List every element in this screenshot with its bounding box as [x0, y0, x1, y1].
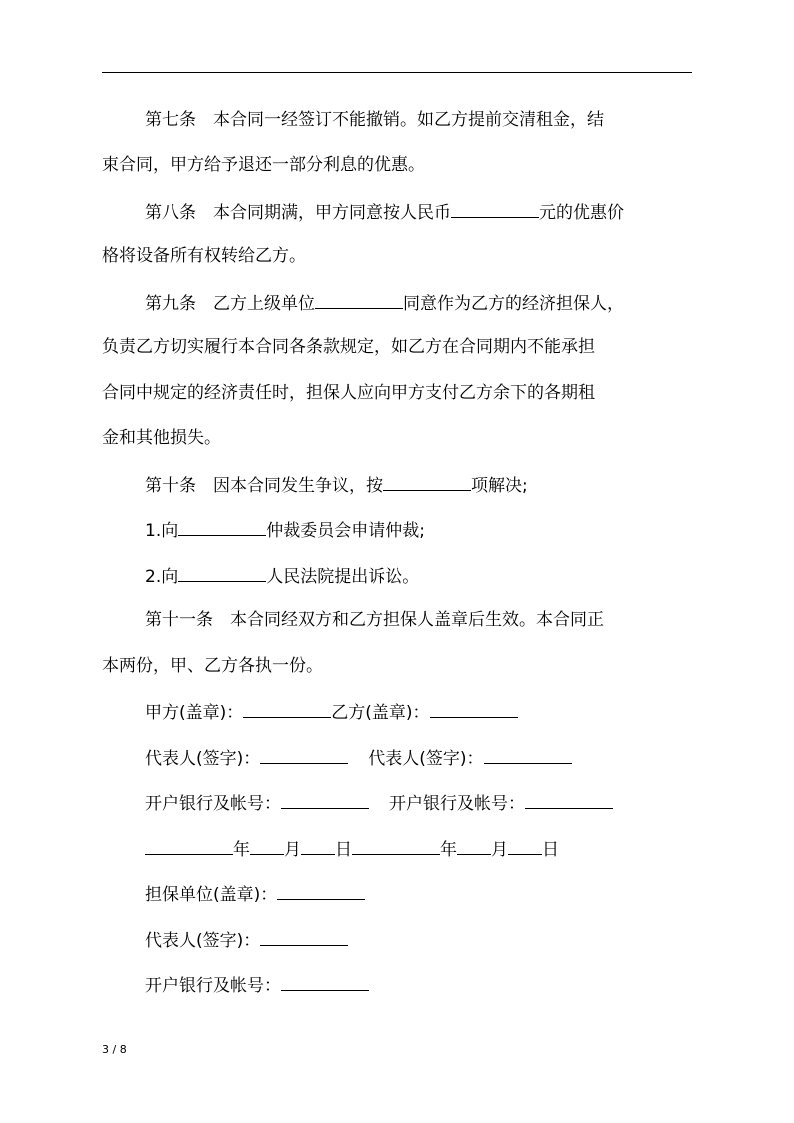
- clause-9-line-1: [145, 291, 745, 313]
- guarantor-seal-row: [145, 882, 745, 904]
- item-2-text-a: 2.向: [145, 567, 179, 587]
- page-number: 3 / 8: [102, 1043, 127, 1056]
- bank-a-label: 开户银行及帐号：: [145, 794, 281, 814]
- clause-9-text-b: 同意作为乙方的经济担保人，: [403, 294, 624, 314]
- rep-a-blank[interactable]: [260, 746, 348, 764]
- clause-10-item-2: [145, 564, 745, 586]
- bank-b-blank[interactable]: [525, 791, 613, 809]
- year-b-blank[interactable]: [352, 837, 440, 855]
- bank-row: [145, 791, 745, 813]
- day-b-label: 日: [542, 840, 559, 860]
- date-row: [145, 837, 745, 859]
- bank-b-label: 开户银行及帐号：: [389, 794, 525, 814]
- clause-11-line-1: 第十一条 本合同经双方和乙方担保人盖章后生效。本合同正: [145, 610, 604, 630]
- party-a-seal-label: 甲方(盖章)：: [145, 703, 244, 723]
- dispute-method-blank[interactable]: [383, 473, 471, 491]
- item-1-text-b: 仲裁委员会申请仲裁;: [266, 521, 425, 541]
- rep-a-label: 代表人(签字)：: [145, 749, 261, 769]
- item-2-text-b: 人民法院提出诉讼。: [266, 567, 420, 587]
- clause-8-text-b: 元的优惠价: [539, 203, 624, 223]
- clause-9-line-3: 合同中规定的经济责任时，担保人应向甲方支付乙方余下的各期租: [102, 383, 595, 403]
- clause-7-line-1: 第七条 本合同一经签订不能撤销。如乙方提前交清租金，结: [145, 110, 604, 130]
- clause-10-text-a: 第十条 因本合同发生争议，按: [145, 476, 383, 496]
- year-b-label: 年: [440, 840, 457, 860]
- clause-8-text-a: 第八条 本合同期满，甲方同意按人民币: [145, 203, 451, 223]
- guarantor-rep-blank[interactable]: [260, 928, 348, 946]
- guarantor-bank-label: 开户银行及帐号：: [145, 976, 281, 996]
- clause-9-text-a: 第九条 乙方上级单位: [145, 294, 315, 314]
- price-blank[interactable]: [451, 200, 539, 218]
- clause-9-line-2: 负责乙方切实履行本合同各条款规定，如乙方在合同期内不能承担: [102, 337, 595, 357]
- day-a-label: 日: [335, 840, 352, 860]
- day-a-blank[interactable]: [301, 837, 335, 855]
- arbitration-committee-blank[interactable]: [178, 518, 266, 536]
- clause-7-line-2: 束合同，甲方给予退还一部分利息的优惠。: [102, 155, 425, 175]
- guarantor-rep-row: [145, 928, 745, 950]
- month-b-blank[interactable]: [457, 837, 491, 855]
- month-b-label: 月: [491, 840, 508, 860]
- clause-11-line-2: 本两份，甲、乙方各执一份。: [102, 656, 323, 676]
- party-b-seal-blank[interactable]: [430, 700, 518, 718]
- guarantor-bank-blank[interactable]: [281, 973, 369, 991]
- guarantor-seal-label: 担保单位(盖章)：: [145, 885, 278, 905]
- month-a-label: 月: [284, 840, 301, 860]
- rep-b-blank[interactable]: [484, 746, 572, 764]
- representative-row: [145, 746, 745, 768]
- party-b-seal-label: 乙方(盖章)：: [331, 703, 430, 723]
- court-blank[interactable]: [178, 564, 266, 582]
- clause-8-line-1: [145, 200, 745, 222]
- clause-8-line-2: 格将设备所有权转给乙方。: [102, 246, 306, 266]
- month-a-blank[interactable]: [250, 837, 284, 855]
- party-a-seal-blank[interactable]: [243, 700, 331, 718]
- year-a-label: 年: [233, 840, 250, 860]
- rep-b-label: 代表人(签字)：: [368, 749, 484, 769]
- guarantor-bank-row: [145, 973, 745, 995]
- header-rule: [102, 72, 692, 73]
- clause-10-line-1: [145, 473, 745, 495]
- guarantor-rep-label: 代表人(签字)：: [145, 931, 261, 951]
- guarantor-seal-blank[interactable]: [277, 882, 365, 900]
- clause-10-item-1: [145, 518, 745, 540]
- bank-a-blank[interactable]: [281, 791, 369, 809]
- clause-9-line-4: 金和其他损失。: [102, 428, 221, 448]
- superior-unit-blank[interactable]: [315, 291, 403, 309]
- clause-10-text-b: 项解决;: [471, 476, 528, 496]
- day-b-blank[interactable]: [508, 837, 542, 855]
- year-a-blank[interactable]: [145, 837, 233, 855]
- seal-row: [145, 700, 745, 722]
- item-1-text-a: 1.向: [145, 521, 179, 541]
